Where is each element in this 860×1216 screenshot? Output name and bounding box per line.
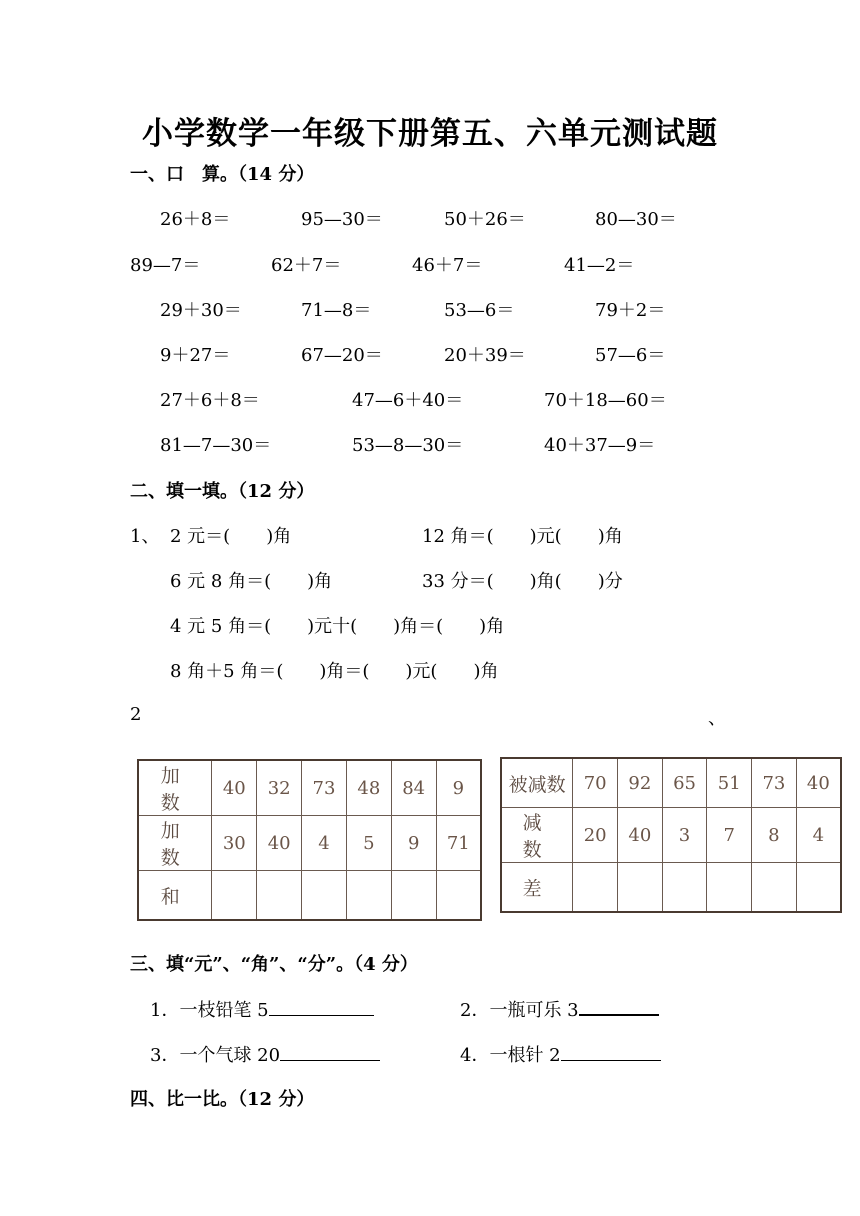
section-1-heading: 一、口 算。（14 分） <box>130 164 315 185</box>
fill-unit-text: 3．一个气球 20 <box>150 1045 281 1066</box>
table-row <box>501 758 841 808</box>
arith-item: 41—2＝ <box>564 255 635 276</box>
answer-blank[interactable] <box>280 1044 380 1061</box>
row-label: 差 <box>501 863 573 913</box>
addition-table <box>137 759 482 921</box>
arith-item: 89—7＝ <box>130 255 201 276</box>
table-row <box>501 863 841 913</box>
row-label: 被减数 <box>501 758 573 808</box>
arith-item: 20＋39＝ <box>444 345 526 366</box>
answer-cell[interactable] <box>436 871 481 921</box>
table-cell: 40 <box>257 816 302 871</box>
answer-blank[interactable] <box>579 998 659 1016</box>
arith-item: 26＋8＝ <box>160 209 231 230</box>
table-cell: 71 <box>436 816 481 871</box>
row-label: 减 数 <box>501 808 573 863</box>
fill-unit-item <box>150 1041 380 1067</box>
page-title: 小学数学一年级下册第五、六单元测试题 <box>142 116 718 152</box>
subtraction-table <box>500 757 842 913</box>
fill-item: 12 角＝( )元( )角 <box>422 526 623 547</box>
fill-unit-item <box>460 1041 661 1067</box>
table-cell: 4 <box>796 808 841 863</box>
fill-unit-item <box>150 996 374 1022</box>
arith-item: 67—20＝ <box>301 345 383 366</box>
arith-item: 70＋18—60＝ <box>544 390 667 411</box>
arith-item: 80—30＝ <box>595 209 677 230</box>
answer-cell[interactable] <box>302 871 347 921</box>
table-cell: 40 <box>796 758 841 808</box>
section-4-heading: 四、比一比。（12 分） <box>130 1089 315 1110</box>
table-cell: 3 <box>662 808 707 863</box>
arith-item: 62＋7＝ <box>271 255 342 276</box>
fill-item: 6 元 8 角＝( )角 <box>170 571 333 592</box>
arith-item: 79＋2＝ <box>595 300 666 321</box>
table-cell: 51 <box>707 758 752 808</box>
fill-unit-text: 1．一枝铅笔 5 <box>150 1000 269 1021</box>
table-row <box>138 816 481 871</box>
table-cell: 73 <box>302 760 347 816</box>
answer-cell[interactable] <box>752 863 797 913</box>
answer-cell[interactable] <box>212 871 257 921</box>
table-cell: 84 <box>391 760 436 816</box>
row-label: 和 <box>138 871 212 921</box>
table-cell: 40 <box>618 808 663 863</box>
row-label: 加 数 <box>138 760 212 816</box>
arith-item: 50＋26＝ <box>444 209 526 230</box>
table-cell: 9 <box>436 760 481 816</box>
table-cell: 20 <box>573 808 618 863</box>
arith-item: 57—6＝ <box>595 345 666 366</box>
arith-item: 46＋7＝ <box>412 255 483 276</box>
table-cell: 5 <box>346 816 391 871</box>
answer-cell[interactable] <box>346 871 391 921</box>
arith-item: 29＋30＝ <box>160 300 242 321</box>
arith-item: 27＋6＋8＝ <box>160 390 260 411</box>
arith-item: 71—8＝ <box>301 300 372 321</box>
answer-cell[interactable] <box>707 863 752 913</box>
fill-unit-item <box>460 996 659 1022</box>
fill-item: 4 元 5 角＝( )元十( )角＝( )角 <box>170 616 505 637</box>
fill-item: 2 元＝( )角 <box>170 526 292 547</box>
arith-item: 53—8—30＝ <box>352 435 464 456</box>
section-3-heading: 三、填“元”、“角”、“分”。（4 分） <box>130 954 418 975</box>
table-cell: 48 <box>346 760 391 816</box>
answer-cell[interactable] <box>796 863 841 913</box>
table-row <box>138 760 481 816</box>
table-row <box>501 808 841 863</box>
section-2-heading: 二、填一填。（12 分） <box>130 481 315 502</box>
table-cell: 40 <box>212 760 257 816</box>
fill-item: 8 角＋5 角＝( )角＝( )元( )角 <box>170 661 499 682</box>
answer-cell[interactable] <box>573 863 618 913</box>
table-cell: 8 <box>752 808 797 863</box>
arith-item: 81—7—30＝ <box>160 435 272 456</box>
answer-cell[interactable] <box>391 871 436 921</box>
table-row <box>138 871 481 921</box>
row-label: 加 数 <box>138 816 212 871</box>
arith-item: 47—6＋40＝ <box>352 390 464 411</box>
arith-item: 9＋27＝ <box>160 345 231 366</box>
fill-unit-text: 2．一瓶可乐 3 <box>460 1000 579 1021</box>
answer-blank[interactable] <box>561 1044 661 1061</box>
table-cell: 9 <box>391 816 436 871</box>
arith-item: 53—6＝ <box>444 300 515 321</box>
table-cell: 70 <box>573 758 618 808</box>
arith-item: 40＋37—9＝ <box>544 435 656 456</box>
table-cell: 30 <box>212 816 257 871</box>
fill-item: 33 分＝( )角( )分 <box>422 571 623 592</box>
table-cell: 4 <box>302 816 347 871</box>
question-number: 1、 <box>130 526 160 547</box>
table-cell: 32 <box>257 760 302 816</box>
table-cell: 65 <box>662 758 707 808</box>
answer-blank[interactable] <box>269 999 374 1016</box>
answer-cell[interactable] <box>257 871 302 921</box>
fill-unit-text: 4．一根针 2 <box>460 1045 561 1066</box>
answer-cell[interactable] <box>662 863 707 913</box>
arith-item: 95—30＝ <box>301 209 383 230</box>
table-cell: 73 <box>752 758 797 808</box>
table-cell: 7 <box>707 808 752 863</box>
answer-cell[interactable] <box>618 863 663 913</box>
table-cell: 92 <box>618 758 663 808</box>
punctuation: 、 <box>708 708 726 729</box>
question-number: 2 <box>130 704 142 725</box>
